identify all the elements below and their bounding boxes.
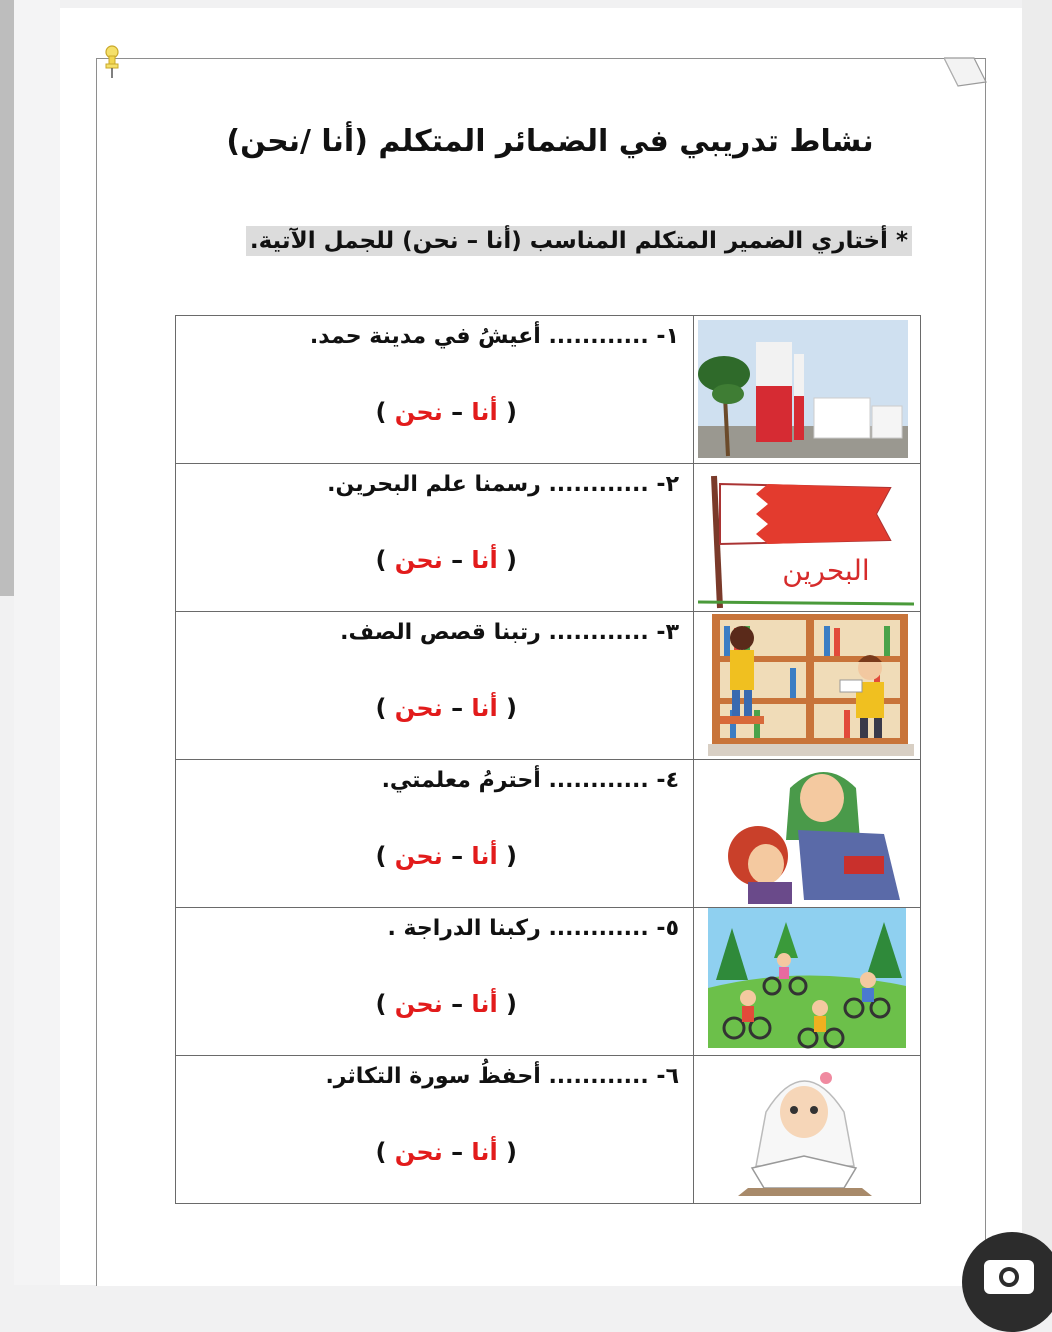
image-cell — [694, 760, 921, 908]
exercise-row — [176, 1056, 921, 1204]
choice-nahnu[interactable]: نحن — [394, 398, 443, 426]
sentence-line — [186, 1064, 679, 1089]
sentence-cell — [176, 316, 694, 464]
camera-icon — [962, 1232, 1052, 1332]
answer-blank[interactable]: ............ — [548, 472, 649, 497]
exercise-row — [176, 612, 921, 760]
choice-group — [375, 990, 517, 1018]
choice-ana[interactable]: أنا — [471, 398, 498, 426]
image-cell — [694, 464, 921, 612]
image-cell — [694, 612, 921, 760]
choice-nahnu[interactable]: نحن — [394, 1138, 443, 1166]
item-number: ٥- — [656, 916, 679, 941]
choice-ana[interactable]: أنا — [471, 990, 498, 1018]
sentence-cell — [176, 760, 694, 908]
choice-nahnu[interactable]: نحن — [394, 546, 443, 574]
pushpin-icon — [100, 44, 124, 84]
exercise-row — [176, 464, 921, 612]
open-paren: ( — [506, 842, 517, 870]
choice-nahnu[interactable]: نحن — [394, 990, 443, 1018]
instruction-text: أختاري الضمير المتكلم المناسب (أنا – نحن) للجمل الآتية. — [249, 228, 888, 254]
item-number: ٣- — [656, 620, 679, 645]
city-monument-icon — [694, 316, 920, 463]
open-paren: ( — [506, 1138, 517, 1166]
close-paren: ) — [375, 842, 387, 870]
left-scrollbar-strip — [0, 0, 14, 596]
item-number: ٦- — [656, 1064, 679, 1089]
open-paren: ( — [506, 398, 517, 426]
answer-blank[interactable]: ............ — [548, 768, 649, 793]
teacher-student-icon — [694, 760, 920, 907]
sentence-text: أحترمُ معلمتي. — [381, 768, 541, 793]
choice-dash: – — [451, 842, 464, 870]
sentence-text: أعيشُ في مدينة حمد. — [309, 324, 541, 349]
right-margin — [1022, 0, 1052, 1285]
bookshelf-children-icon — [694, 612, 920, 759]
choice-ana[interactable]: أنا — [471, 546, 498, 574]
sentence-text: رتبنا قصص الصف. — [340, 620, 541, 645]
choice-dash: – — [451, 546, 464, 574]
sentence-cell — [176, 612, 694, 760]
sentence-line — [186, 620, 679, 645]
answer-blank[interactable]: ............ — [548, 324, 649, 349]
item-number: ٤- — [656, 768, 679, 793]
sentence-cell — [176, 464, 694, 612]
flag-label: البحرين — [782, 554, 870, 587]
choice-dash: – — [451, 694, 464, 722]
sentence-line — [186, 324, 679, 349]
image-cell — [694, 316, 921, 464]
image-cell — [694, 1056, 921, 1204]
choice-dash: – — [451, 1138, 464, 1166]
exercise-table — [175, 315, 921, 1204]
sentence-line — [186, 768, 679, 793]
open-paren: ( — [506, 990, 517, 1018]
sentence-text: أحفظُ سورة التكاثر. — [325, 1064, 541, 1089]
answer-blank[interactable]: ............ — [548, 916, 649, 941]
worksheet-title: نشاط تدريبي في الضمائر المتكلم (أنا /نحن) — [226, 124, 874, 159]
choice-dash: – — [451, 990, 464, 1018]
choice-ana[interactable]: أنا — [471, 842, 498, 870]
camera-button[interactable] — [962, 1232, 1052, 1332]
close-paren: ) — [375, 990, 387, 1018]
sentence-line — [186, 472, 679, 497]
page-corner-fold-icon — [944, 56, 988, 90]
close-paren: ) — [375, 546, 387, 574]
sentence-text: رسمنا علم البحرين. — [327, 472, 541, 497]
choice-nahnu[interactable]: نحن — [394, 842, 443, 870]
sentence-line — [186, 916, 679, 941]
choice-nahnu[interactable]: نحن — [394, 694, 443, 722]
left-margin — [14, 0, 60, 1285]
answer-blank[interactable]: ............ — [548, 1064, 649, 1089]
choice-group — [375, 546, 517, 574]
instruction-star: * — [887, 228, 908, 254]
close-paren: ) — [375, 398, 387, 426]
children-bicycles-icon — [694, 908, 920, 1055]
instruction-line — [246, 228, 912, 254]
sentence-cell — [176, 908, 694, 1056]
choice-dash: – — [451, 398, 464, 426]
image-cell — [694, 908, 921, 1056]
close-paren: ) — [375, 694, 387, 722]
open-paren: ( — [506, 694, 517, 722]
choice-group — [375, 1138, 517, 1166]
sentence-text: ركبنا الدراجة . — [387, 916, 541, 941]
girl-reading-quran-icon — [694, 1056, 920, 1203]
item-number: ٢- — [656, 472, 679, 497]
choice-ana[interactable]: أنا — [471, 1138, 498, 1166]
choice-ana[interactable]: أنا — [471, 694, 498, 722]
sentence-cell — [176, 1056, 694, 1204]
answer-blank[interactable]: ............ — [548, 620, 649, 645]
exercise-row — [176, 760, 921, 908]
choice-group — [375, 398, 517, 426]
open-paren: ( — [506, 546, 517, 574]
close-paren: ) — [375, 1138, 387, 1166]
bahrain-flag-icon — [694, 464, 920, 611]
item-number: ١- — [656, 324, 679, 349]
choice-group — [375, 842, 517, 870]
exercise-row — [176, 908, 921, 1056]
exercise-row — [176, 316, 921, 464]
choice-group — [375, 694, 517, 722]
